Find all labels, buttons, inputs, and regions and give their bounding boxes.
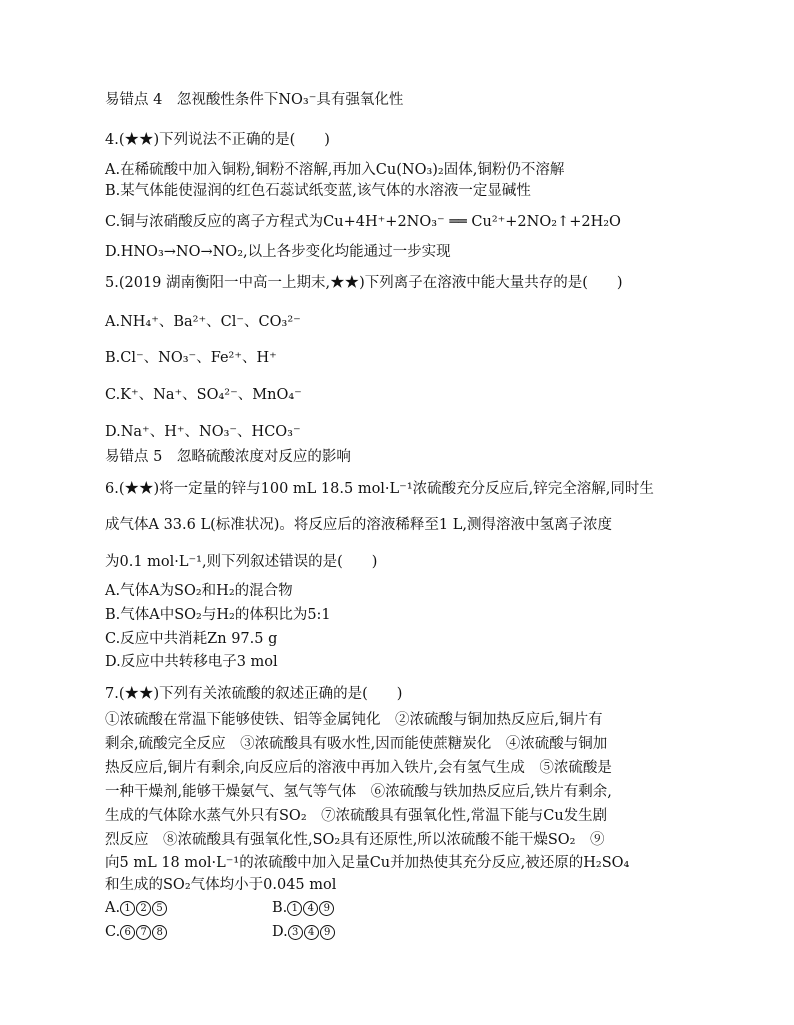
question-4-option-d: D.HNO₃→NO→NO₂,以上各步变化均能通过一步实现 <box>105 244 451 260</box>
option-label: D. <box>272 924 288 940</box>
question-4-option-b: B.某气体能使湿润的红色石蕊试纸变蓝,该气体的水溶液一定显碱性 <box>105 183 531 199</box>
question-5-option-c: C.K⁺、Na⁺、SO₄²⁻、MnO₄⁻ <box>105 387 302 403</box>
question-7-statement-line: ①浓硫酸在常温下能够使铁、铝等金属钝化 ②浓硫酸与铜加热反应后,铜片有 <box>105 712 603 728</box>
question-7-statement-line: 向5 mL 18 mol·L⁻¹的浓硫酸中加入足量Cu并加热使其充分反应,被还原的H₂SO₄ <box>105 855 630 871</box>
question-7-statement-line: 烈反应 ⑧浓硫酸具有强氧化性,SO₂具有还原性,所以浓硫酸不能干燥SO₂ ⑨ <box>105 832 605 848</box>
circled-number: 7 <box>136 925 151 940</box>
question-7-option-d <box>272 922 336 942</box>
question-5-option-d: D.Na⁺、H⁺、NO₃⁻、HCO₃⁻ <box>105 424 301 440</box>
question-7-statement-line: 生成的气体除水蒸气外只有SO₂ ⑦浓硫酸具有强氧化性,常温下能与Cu发生剧 <box>105 808 608 824</box>
section-heading-5: 易错点 5 忽略硫酸浓度对反应的影响 <box>105 449 351 465</box>
question-7-statement-line: 剩余,硫酸完全反应 ③浓硫酸具有吸水性,因而能使蔗糖炭化 ④浓硫酸与铜加 <box>105 736 608 752</box>
question-7-option-c <box>105 922 168 942</box>
circled-number: 4 <box>304 925 319 940</box>
question-6-option-b: B.气体A中SO₂与H₂的体积比为5:1 <box>105 607 331 623</box>
question-4-stem: 4.(★★)下列说法不正确的是( ) <box>105 132 330 148</box>
question-7-statement-line: 和生成的SO₂气体均小于0.045 mol <box>105 877 337 893</box>
circled-number: 4 <box>303 901 318 916</box>
question-5-stem: 5.(2019 湖南衡阳一中高一上期末,★★)下列离子在溶液中能大量共存的是( ) <box>105 275 623 291</box>
question-6-option-c: C.反应中共消耗Zn 97.5 g <box>105 631 278 647</box>
circled-number: 9 <box>320 925 335 940</box>
question-7-statement-line: 一种干燥剂,能够干燥氨气、氢气等气体 ⑥浓硫酸与铁加热反应后,铁片有剩余, <box>105 784 612 800</box>
question-6-stem-1: 6.(★★)将一定量的锌与100 mL 18.5 mol·L⁻¹浓硫酸充分反应后,锌完全溶解,同时生 <box>105 481 654 497</box>
question-6-stem-2: 成气体A 33.6 L(标准状况)。将反应后的溶液稀释至1 L,测得溶液中氢离子浓度 <box>105 517 612 533</box>
circled-number: 3 <box>288 925 303 940</box>
option-label: A. <box>105 900 121 916</box>
circled-number: 1 <box>120 901 135 916</box>
circled-number: 5 <box>152 901 167 916</box>
circled-number: 9 <box>319 901 334 916</box>
question-7-stem: 7.(★★)下列有关浓硫酸的叙述正确的是( ) <box>105 686 403 702</box>
question-6-option-a: A.气体A为SO₂和H₂的混合物 <box>105 583 293 599</box>
circled-number: 6 <box>120 925 135 940</box>
question-5-option-a: A.NH₄⁺、Ba²⁺、Cl⁻、CO₃²⁻ <box>105 314 301 330</box>
question-6-option-d: D.反应中共转移电子3 mol <box>105 654 278 670</box>
question-7-statement-line: 热反应后,铜片有剩余,向反应后的溶液中再加入铁片,会有氢气生成 ⑤浓硫酸是 <box>105 760 612 776</box>
circled-number: 2 <box>136 901 151 916</box>
section-heading-4: 易错点 4 忽视酸性条件下NO₃⁻具有强氧化性 <box>105 92 404 108</box>
question-7-option-b <box>272 898 335 918</box>
question-6-stem-3: 为0.1 mol·L⁻¹,则下列叙述错误的是( ) <box>105 554 378 570</box>
circled-number: 8 <box>152 925 167 940</box>
circled-number: 1 <box>287 901 302 916</box>
option-label: C. <box>105 924 121 940</box>
question-4-option-a: A.在稀硫酸中加入铜粉,铜粉不溶解,再加入Cu(NO₃)₂固体,铜粉仍不溶解 <box>105 162 565 178</box>
question-4-option-c: C.铜与浓硝酸反应的离子方程式为Cu+4H⁺+2NO₃⁻ ══ Cu²⁺+2NO₂↑+2H₂O <box>105 214 621 230</box>
option-label: B. <box>272 900 288 916</box>
question-7-option-a <box>105 898 168 918</box>
question-5-option-b: B.Cl⁻、NO₃⁻、Fe²⁺、H⁺ <box>105 350 277 366</box>
